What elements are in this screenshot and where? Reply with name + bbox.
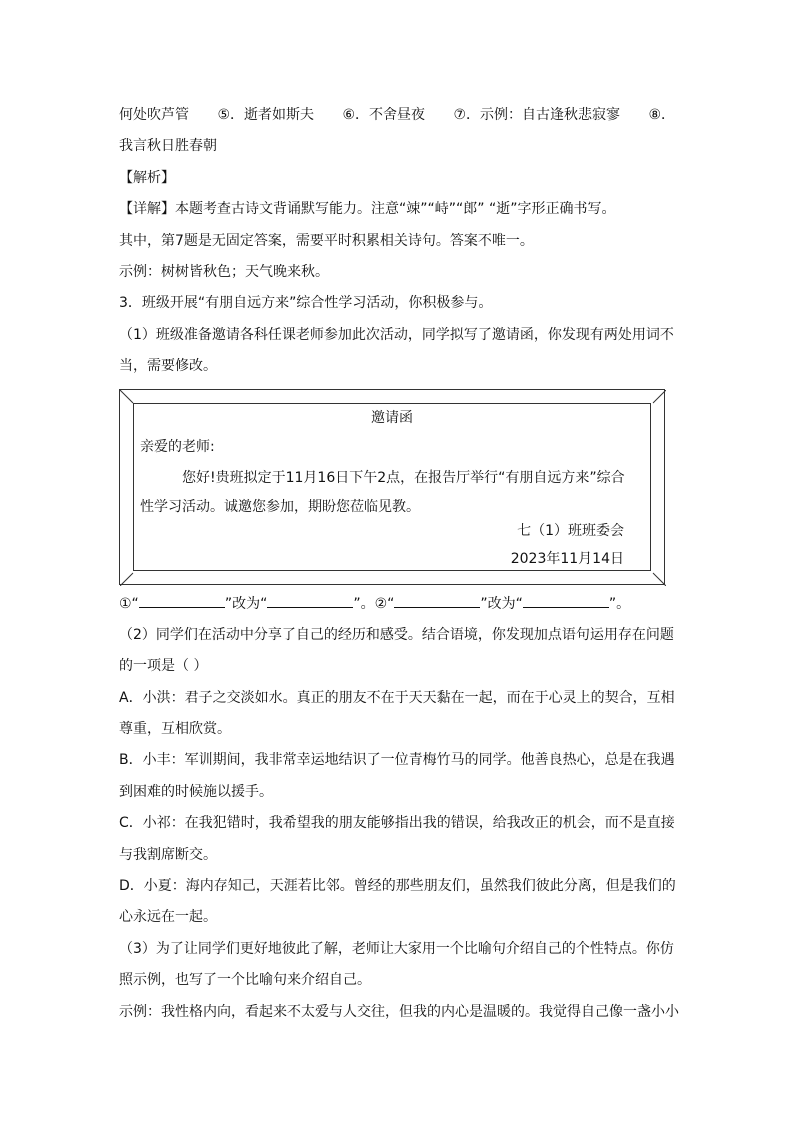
letter-date: 2023年11月14日 xyxy=(510,550,624,567)
jiexi-label: 【解析】 xyxy=(119,169,175,186)
question-3-3-line1: （3）为了让同学们更好地彼此了解，老师让大家用一个比喻句介绍自己的个性特点。你仿 xyxy=(119,940,674,957)
fill-end-2: ”。 xyxy=(608,595,631,612)
document-page xyxy=(119,100,679,1028)
question-3-2-line2: 的一项是（ ） xyxy=(119,658,208,675)
letter-greeting: 亲爱的老师: xyxy=(140,438,215,455)
option-b-line2: 到困难的时候施以援手。 xyxy=(119,783,273,800)
note-paragraph: 其中，第7题是无固定答案，需要平时积累相关诗句。答案不唯一。 xyxy=(119,232,534,249)
blank-1[interactable] xyxy=(139,595,225,608)
option-d-line2: 心永远在一起。 xyxy=(119,909,217,926)
answer-item7: ⑦．示例：自古逢秋悲寂寥 xyxy=(453,107,620,123)
detail-paragraph: 【详解】本题考查古诗文背诵默写能力。注意“竦”“峙”“郎” “逝”字形正确书写。 xyxy=(119,201,616,218)
option-c-line2: 与我割席断交。 xyxy=(119,846,217,863)
letter-title: 邀请函 xyxy=(371,409,413,426)
answer-item8: ⑧． xyxy=(648,107,675,123)
answer-item6: ⑥．不舍昼夜 xyxy=(342,107,425,123)
letter-body: 您好!贵班拟定于11月16日下午2点，在报告厅举行“有朋自远方来”综合性学习活动。诚邀您参加，期盼您莅临见教。 xyxy=(140,469,625,515)
example-2-line: 示例：我性格内向，看起来不太爱与人交往，但我的内心是温暖的。我觉得自己像一盏小小 xyxy=(119,1003,679,1020)
option-c-line1: C．小祁：在我犯错时，我希望我的朋友能够指出我的错误，给我改正的机会，而不是直接 xyxy=(119,815,675,832)
blank-4[interactable] xyxy=(523,595,609,608)
invitation-letter-box xyxy=(119,389,665,585)
fill-circle-1: ①“ xyxy=(119,595,139,612)
question-3-intro: 3．班级开展“有朋自远方来”综合性学习活动，你积极参与。 xyxy=(119,295,493,312)
option-a-line1: A．小洪：君子之交淡如水。真正的朋友不在于天天黏在一起，而在于心灵上的契合，互相 xyxy=(119,689,675,706)
question-3-2-line1: （2）同学们在活动中分享了自己的经历和感受。结合语境，你发现加点语句运用存在问题 xyxy=(119,626,674,643)
fill-mid-1: ”改为“ xyxy=(224,595,268,612)
fill-mid-2: ”改为“ xyxy=(480,595,523,612)
answers-line xyxy=(119,100,675,131)
blank-3[interactable] xyxy=(394,595,480,608)
fill-in-line xyxy=(119,589,675,620)
answer-item5: ⑤．逝者如斯夫 xyxy=(217,107,314,123)
fill-circle-2: ②“ xyxy=(374,595,395,612)
option-d-line1: D．小夏：海内存知己，天涯若比邻。曾经的那些朋友们，虽然我们彼此分离，但是我们的 xyxy=(119,878,676,895)
example-line: 示例：树树皆秋色；天气晚来秋。 xyxy=(119,263,329,280)
answers-line-2: 我言秋日胜春朝 xyxy=(119,138,217,155)
option-a-line2: 尊重，互相欣赏。 xyxy=(119,721,231,738)
option-b-line1: B．小丰：军训期间，我非常幸运地结识了一位青梅竹马的同学。他善良热心，总是在我遇 xyxy=(119,752,675,769)
question-3-3-line2: 照示例，也写了一个比喻句来介绍自己。 xyxy=(119,972,371,989)
answer-part1: 何处吹芦管 xyxy=(119,107,189,123)
letter-signer: 七（1）班班委会 xyxy=(517,522,624,539)
question-3-1-line2: 当，需要修改。 xyxy=(119,358,217,375)
fill-end-1: ”。 xyxy=(353,595,375,612)
question-3-1-line1: （1）班级准备邀请各科任课老师参加此次活动，同学拟写了邀请函，你发现有两处用词不 xyxy=(119,326,674,343)
blank-2[interactable] xyxy=(267,595,353,608)
